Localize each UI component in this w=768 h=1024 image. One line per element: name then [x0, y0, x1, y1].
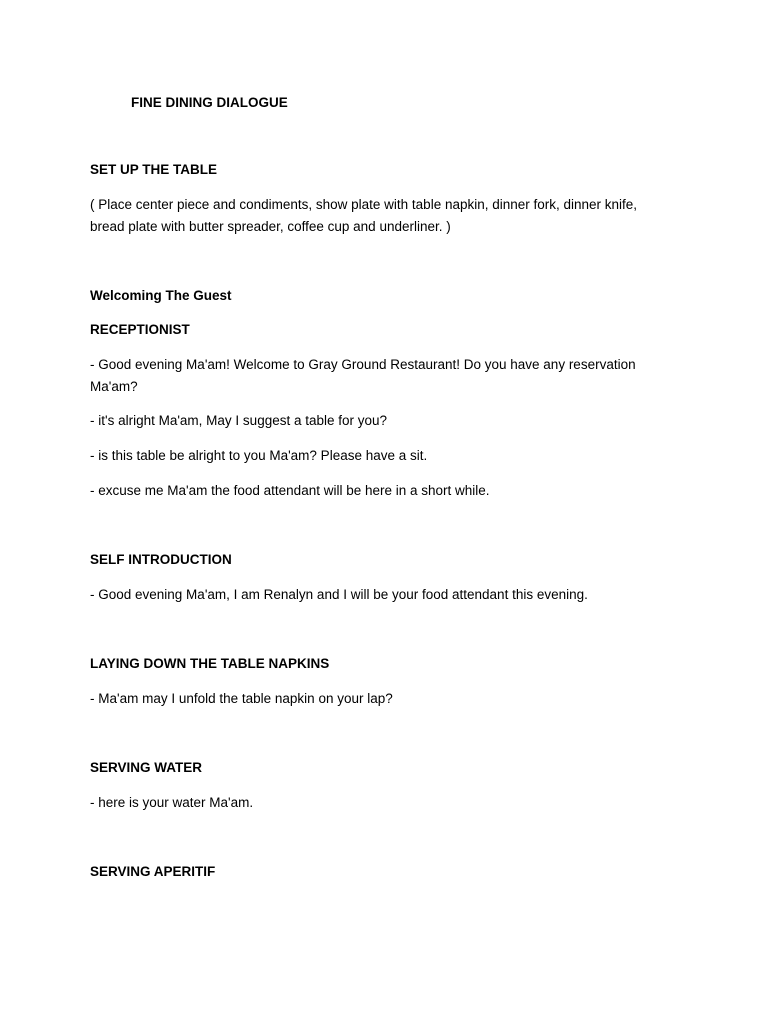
- napkins-line: - Ma'am may I unfold the table napkin on your lap?: [90, 691, 393, 706]
- receptionist-line-1: - Good evening Ma'am! Welcome to Gray Ground Restaurant! Do you have any reservation: [90, 357, 636, 372]
- self-intro-line: - Good evening Ma'am, I am Renalyn and I will be your food attendant this evening.: [90, 587, 588, 602]
- receptionist-line-1-cont: Ma'am?: [90, 379, 138, 394]
- welcoming-heading: Welcoming The Guest: [90, 288, 232, 303]
- setup-text-line-2: bread plate with butter spreader, coffee cup and underliner. ): [90, 219, 451, 234]
- napkins-heading: LAYING DOWN THE TABLE NAPKINS: [90, 656, 330, 671]
- document-title: FINE DINING DIALOGUE: [131, 95, 288, 110]
- aperitif-heading: SERVING APERITIF: [90, 864, 216, 879]
- self-intro-heading: SELF INTRODUCTION: [90, 552, 232, 567]
- water-line: - here is your water Ma'am.: [90, 795, 254, 810]
- water-heading: SERVING WATER: [90, 760, 203, 775]
- setup-heading: SET UP THE TABLE: [90, 162, 218, 177]
- receptionist-line-2: - it's alright Ma'am, May I suggest a table for you?: [90, 413, 388, 428]
- receptionist-label: RECEPTIONIST: [90, 322, 190, 337]
- setup-text-line-1: ( Place center piece and condiments, show plate with table napkin, dinner fork, dinner knife,: [90, 197, 638, 212]
- receptionist-line-3: - is this table be alright to you Ma'am? Please have a sit.: [90, 448, 428, 463]
- receptionist-line-4: - excuse me Ma'am the food attendant will be here in a short while.: [90, 483, 490, 498]
